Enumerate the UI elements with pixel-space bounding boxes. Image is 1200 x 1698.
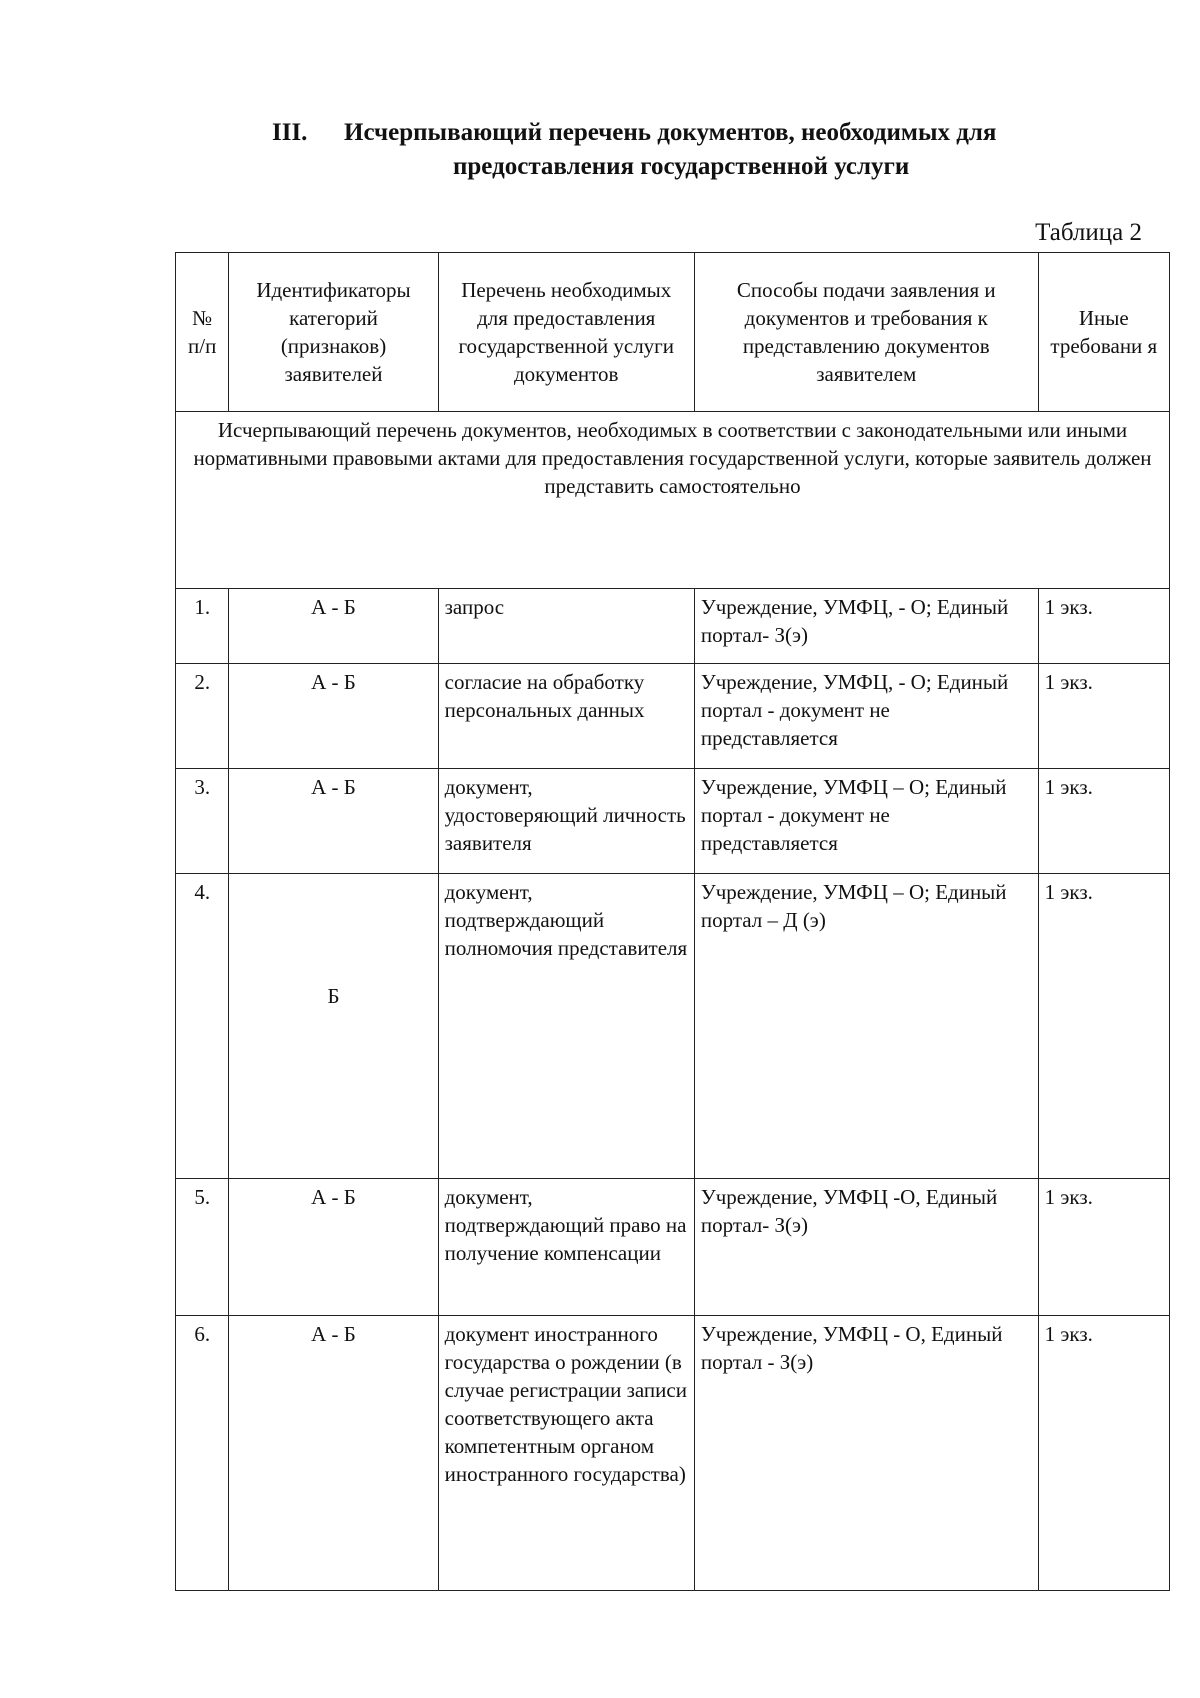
header-num: № п/п <box>176 253 229 412</box>
row-category: А - Б <box>229 1179 438 1316</box>
header-documents: Перечень необходимых для предоставления государственной услуги документов <box>438 253 694 412</box>
row-other: 1 экз. <box>1038 1179 1169 1316</box>
row-num: 4. <box>176 874 229 1179</box>
row-document: согласие на обработку персональных данных <box>438 664 694 769</box>
table-row <box>176 1179 1170 1316</box>
section-title-line1: Исчерпывающий перечень документов, необходимых для <box>344 119 997 146</box>
row-other: 1 экз. <box>1038 664 1169 769</box>
row-category: А - Б <box>229 589 438 664</box>
table-row <box>176 589 1170 664</box>
row-category: А - Б <box>229 664 438 769</box>
section-number: III. <box>272 119 308 146</box>
row-category: А - Б <box>229 1316 438 1591</box>
row-document: документ, подтверждающий полномочия представителя <box>438 874 694 1179</box>
row-method: Учреждение, УМФЦ, - О; Единый портал- З(э) <box>694 589 1038 664</box>
table-row <box>176 769 1170 874</box>
table-row <box>176 1316 1170 1591</box>
table-row <box>176 664 1170 769</box>
section-title: Исчерпывающий перечень документов, необходимых в соответствии с законодательными или иными нормативными правовыми актами для предоставления государственной услуги, которые заявитель должен представить самостоятельно <box>176 412 1170 589</box>
row-document: документ, подтверждающий право на получение компенсации <box>438 1179 694 1316</box>
table-header-row <box>176 253 1170 412</box>
row-num: 2. <box>176 664 229 769</box>
row-other: 1 экз. <box>1038 874 1169 1179</box>
row-document: документ, удостоверяющий личность заявителя <box>438 769 694 874</box>
table-row <box>176 874 1170 1179</box>
row-other: 1 экз. <box>1038 589 1169 664</box>
row-document: документ иностранного государства о рождении (в случае регистрации записи соответствующего акта компетентным органом иностранного государства) <box>438 1316 694 1591</box>
row-other: 1 экз. <box>1038 769 1169 874</box>
row-method: Учреждение, УМФЦ – О; Единый портал - документ не представляется <box>694 769 1038 874</box>
row-num: 3. <box>176 769 229 874</box>
row-num: 5. <box>176 1179 229 1316</box>
header-categories: Идентификаторы категорий (признаков) заявителей <box>229 253 438 412</box>
row-category: А - Б <box>229 769 438 874</box>
row-document: запрос <box>438 589 694 664</box>
row-num: 6. <box>176 1316 229 1591</box>
row-method: Учреждение, УМФЦ – О; Единый портал – Д (э) <box>694 874 1038 1179</box>
header-other: Иные требовани я <box>1038 253 1169 412</box>
row-method: Учреждение, УМФЦ - О, Единый портал - З(э) <box>694 1316 1038 1591</box>
row-num: 1. <box>176 589 229 664</box>
header-methods: Способы подачи заявления и документов и требования к представлению документов заявителем <box>694 253 1038 412</box>
table-label: Таблица 2 <box>1035 219 1142 246</box>
section-row <box>176 412 1170 589</box>
row-other: 1 экз. <box>1038 1316 1169 1591</box>
section-title-line2: предоставления государственной услуги <box>453 153 910 180</box>
row-method: Учреждение, УМФЦ -О, Единый портал- З(э) <box>694 1179 1038 1316</box>
row-method: Учреждение, УМФЦ, - О; Единый портал - документ не представляется <box>694 664 1038 769</box>
documents-table <box>175 252 1170 1591</box>
row-category: Б <box>229 874 438 1179</box>
